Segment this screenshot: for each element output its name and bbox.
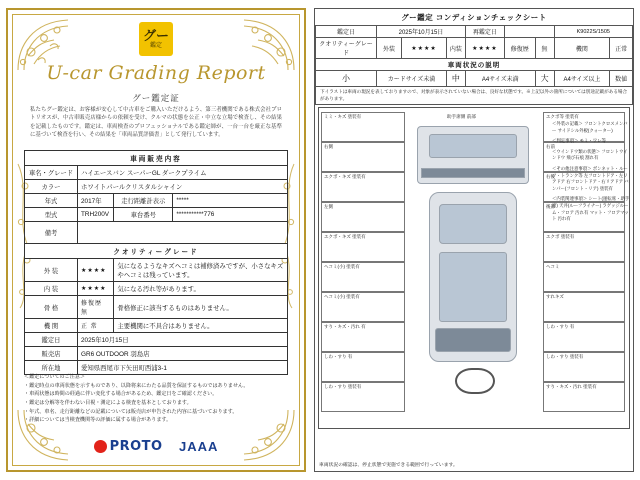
- diagram-cell: [321, 172, 405, 202]
- windshield: [429, 134, 517, 158]
- frame-value: 無: [535, 38, 554, 59]
- diagram-cell: [543, 352, 625, 382]
- diagram-label: エクボ・キズ 塗装有: [324, 234, 366, 240]
- certificate-notes: [24, 374, 288, 426]
- certificate-subtitle: グー鑑定証: [132, 93, 180, 103]
- info-label: 所在地: [25, 361, 78, 375]
- diagram-cell: [321, 352, 405, 382]
- info-value: GR6 OUTDOOR 羽島店: [78, 347, 288, 361]
- reinspection-value: [504, 26, 554, 38]
- certificate-blurb: 私たちグー鑑定は、お客様が安心して中古車をご購入いただけるよう、第三者機関である株式会社プロトリオスが、中古車販売店様からの依頼を受け、クルマの状態を公正・中立な立場で検査し、その結果を記載したものです。鑑定は、車両検査のプロフェッショナルである鑑定師が、一台一台を厳正な基準に基づいて検査を行い、その結果を「車両品質評価書」として発行しています。: [30, 107, 282, 139]
- info-value: 愛知県西尾市下矢田町西浦3-1: [78, 361, 288, 375]
- grade-note: 主要機関に不具合はありません。: [114, 319, 288, 333]
- emblem-top-text: グー: [142, 28, 169, 43]
- size-label-count: 数値: [610, 71, 633, 87]
- sheet-footer-note: 車両状況の確認は、停止状態で実施できる範囲で行っています。: [319, 463, 458, 468]
- size-arrow-large: 大: [535, 71, 554, 87]
- exterior-stars: ★★★★: [402, 38, 447, 59]
- sheet-title: グー鑑定 コンディションチェックシート: [401, 13, 547, 22]
- row-value: ハイエースバン スーパーGL ダークプライム: [78, 166, 288, 180]
- diagram-label: 右側: [324, 144, 333, 150]
- interior-stars: ★★★★: [465, 38, 504, 59]
- diagram-cell: [543, 262, 625, 292]
- sheet-legend: 下イラストは車両の現況を表しておりますので、対象が表示されていない場合は、良好な状態です。※上記以外の箇所については別途記載がある場合があります。: [315, 87, 633, 105]
- diagram-cell: [321, 262, 405, 292]
- row-value: [78, 222, 288, 244]
- vehicle-info-table: [24, 150, 288, 375]
- diagram-label: ヘコミ(小) 塗装有: [324, 264, 360, 270]
- diagram-label: すり・キズ・汚れ 塗装有: [546, 384, 597, 390]
- grade-note: 気になる汚れ等があります。: [114, 282, 288, 296]
- grade-note: 骨格修正に該当するものはありません。: [114, 296, 288, 319]
- diagram-cell: [543, 322, 625, 352]
- grade-stars: 修復歴 無: [78, 296, 114, 319]
- diagram-label: ヘコミ(小) 塗装有: [324, 294, 360, 300]
- diagram-label: 右後: [546, 174, 555, 180]
- diagram-label: しわ・すり 有: [324, 354, 353, 360]
- jaaa-logo: JAAA: [179, 439, 219, 455]
- diagram-label: 右前: [546, 144, 555, 150]
- row-value-2: *****: [173, 194, 288, 208]
- note-line: ＜鑑定についてのご注意＞: [24, 374, 86, 380]
- note-line: ・詳細については当検査機関等の評価に属する場合があります。: [24, 417, 172, 424]
- grade-label: 内 装: [25, 282, 78, 296]
- note-line: ・鑑定時点の車両状態を示すものであり、以降将来にわたる品質を保証するものではありません。: [24, 382, 249, 389]
- diagram-cell: [321, 142, 405, 172]
- info-value: 2025年10月15日: [78, 333, 288, 347]
- engine-value: 正常: [610, 38, 633, 59]
- diagram-cell: [321, 112, 405, 142]
- size-label-medium: A4サイズ未満: [465, 71, 535, 87]
- row-label: カラー: [25, 180, 78, 194]
- row-label-2: 走行距離計表示: [114, 194, 173, 208]
- diagram-cell: [321, 232, 405, 262]
- grade-stars: ★★★★: [78, 282, 114, 296]
- proto-dot-icon: [94, 440, 107, 453]
- diagram-cell: [321, 382, 405, 412]
- exterior-label: 外装: [377, 38, 402, 59]
- note-line: ・鑑定は分解等を伴わない目視・測定による検査を基本としております。: [24, 399, 192, 406]
- row-value-2: ***********776: [173, 208, 288, 222]
- grading-certificate: [6, 8, 306, 472]
- top-view-rear: [435, 328, 511, 352]
- top-view-roof: [439, 252, 507, 322]
- size-label-small: カードサイズ未満: [377, 71, 447, 87]
- diagram-label: ヘコミ: [546, 264, 560, 270]
- inspection-date-label: 鑑定日: [316, 26, 377, 38]
- size-arrow-medium: 中: [446, 71, 465, 87]
- proto-logo: PROTO: [109, 439, 163, 455]
- diagram-cell: [543, 232, 625, 262]
- side-note-windows: ＜ウインドウ類の状態＞ フロントウインドウ 飛び石痕 割れ有: [552, 148, 628, 161]
- size-section-header: 車両状況の説明: [316, 59, 633, 71]
- row-label-2: 車台番号: [114, 208, 173, 222]
- emblem-bottom-text: 鑑定: [149, 43, 162, 49]
- side-note-exterior: ＜外装の記載＞ フロントクロスメンバー サイドシル外板(クォーター): [552, 121, 628, 133]
- note-line: ・年式、車名、走行距離などの記載については販売店が申告された内容に基づいております。: [24, 408, 238, 415]
- vehicle-info-header: 車両販売内容: [25, 151, 288, 166]
- row-value: TRH200V: [78, 208, 114, 222]
- condition-check-sheet: [314, 8, 634, 472]
- certificate-script-title: U-car Grading Report: [46, 62, 266, 84]
- quality-grade-label: クオリティーグレード: [316, 38, 377, 59]
- side-note-other: ＜その他注意事項＞ ボンネット・ルーフ・トランク等 左フロントドア・左リアドア 右フロントドア・右リアドア バンパー(フロント・リア) 塗装有: [552, 166, 629, 191]
- diagram-cell: [321, 202, 405, 232]
- grade-label: 骨 格: [25, 296, 78, 319]
- row-value: 2017年: [78, 194, 114, 208]
- note-line: ・車両状態は時間の経過に伴い変化する場合があるため、鑑定日をご確認ください。: [24, 391, 218, 398]
- info-label: 販売店: [25, 347, 78, 361]
- side-note-judgement: ＜判定事項＞ モミ・ワレ等: [552, 138, 606, 144]
- grade-label: 外 装: [25, 259, 78, 282]
- sheet-side-notes: [552, 121, 630, 227]
- diagram-label: エクボ等 塗装有: [546, 114, 579, 120]
- grade-stars: 正 常: [78, 319, 114, 333]
- size-label-large: A4サイズ以上: [554, 71, 610, 87]
- grade-note: 気になるようなキズヘコミは補修済みですが、小さなキズやヘコミは残っています。: [114, 259, 288, 282]
- diagram-cell: [321, 322, 405, 352]
- inspection-date-value: 2025年10月15日: [377, 26, 466, 38]
- diagram-label: すれキズ: [546, 294, 564, 300]
- grade-label: 機 関: [25, 319, 78, 333]
- frame-label: 修復歴: [504, 38, 535, 59]
- steering-wheel-icon: [455, 368, 495, 394]
- diagram-label: ミミ・キズ 塗装有: [324, 114, 362, 120]
- grade-stars: ★★★★: [78, 259, 114, 282]
- front-bumper: [421, 168, 525, 178]
- diagram-cell: [543, 382, 625, 412]
- row-label: 車名・グレード: [25, 166, 78, 180]
- diagram-label: エクボ・キズ 塗装有: [324, 174, 366, 180]
- diagram-label: しわ・すり 塗装有: [324, 384, 362, 390]
- diagram-label: しわ・すり 有: [546, 324, 575, 330]
- row-label: 型式: [25, 208, 78, 222]
- row-label: 年式: [25, 194, 78, 208]
- goo-emblem-icon: [139, 22, 173, 56]
- info-label: 鑑定日: [25, 333, 78, 347]
- engine-label: 機関: [554, 38, 610, 59]
- diagram-label: エクボ 塗装有: [546, 234, 575, 240]
- logo-row: [8, 438, 304, 456]
- diagram-cell: [543, 292, 625, 322]
- diagram-label: 後部: [546, 204, 555, 210]
- sheet-header-table: [315, 25, 633, 87]
- top-view-windshield: [439, 204, 507, 244]
- vehicle-schematic: [407, 112, 539, 402]
- reinspection-label: 再鑑定日: [465, 26, 504, 38]
- diagram-label: 左側: [324, 204, 333, 210]
- diagram-cell: [321, 292, 405, 322]
- diagram-label: すり・キズ・汚れ 有: [324, 324, 366, 330]
- sheet-code: K9022S/1505: [554, 26, 632, 38]
- diagram-label: しわ・すり 塗装有: [546, 354, 584, 360]
- interior-label: 内装: [446, 38, 465, 59]
- row-value: ホワイトパールクリスタルシャイン: [78, 180, 288, 194]
- size-arrow-small: 小: [316, 71, 377, 87]
- row-label: 備考: [25, 222, 78, 244]
- diagram-label-front: 助手席側 前部: [447, 114, 476, 120]
- quality-grade-header: クオリティーグレード: [25, 244, 288, 259]
- side-note-interior: ＜内装関連事項＞ シート(運転席・助手席) 天井(ルーフライナー) ラゲッジルーム・フロア 汚れ有 マット・フロアマット 汚れ有: [552, 196, 630, 222]
